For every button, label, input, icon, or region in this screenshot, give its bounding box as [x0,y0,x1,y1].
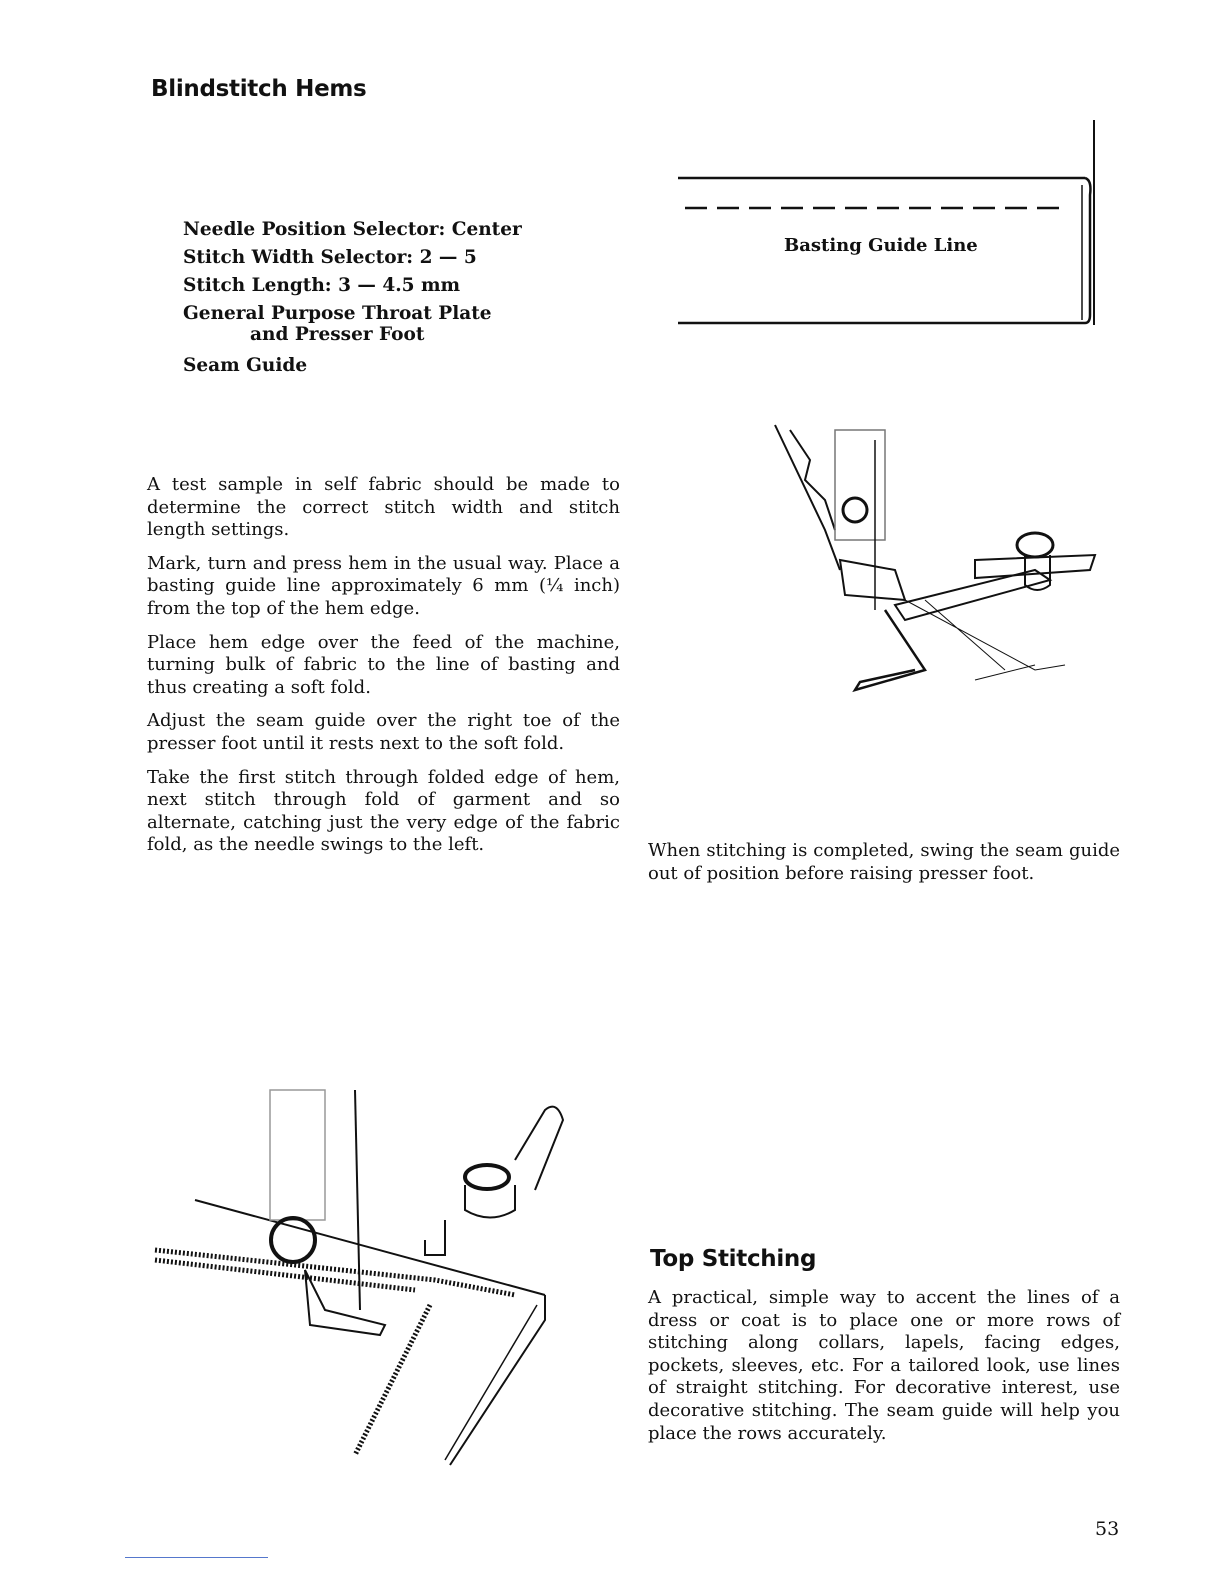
setting-seam-guide: Seam Guide [183,355,308,376]
basting-guide-label: Basting Guide Line [784,235,978,256]
paragraph: Place hem edge over the feed of the machine, turning bulk of fabric to the line of basting and thus creating a soft fold. [147,631,620,698]
completion-note: When stitching is completed, swing the seam guide out of position before raising presser foot. [648,840,1120,884]
setting-stitch-length: Stitch Length: 3 — 4.5 mm [183,275,461,296]
seam-guide-illustration [765,420,1105,710]
top-stitching-text: A practical, simple way to accent the lines of a dress or coat is to place one or more rows of stitching along collars, lapels, facing edges, pockets, sleeves, etc. For a tailored look, use lines of straight stitching. For decorative interest, use decorative stitching. The seam guide will help you place the rows accurately. [648,1287,1120,1444]
setting-presser-foot: and Presser Foot [250,324,425,345]
setting-needle-position: Needle Position Selector: Center [183,219,522,240]
hem-diagram [670,115,1110,340]
page-number: 53 [1095,1518,1120,1540]
settings-list [183,216,522,380]
divider [125,1557,268,1558]
instructions [147,474,620,868]
setting-throat-plate: General Purpose Throat Plate [183,303,492,324]
paragraph: Adjust the seam guide over the right toe of the presser foot until it rests next to the soft fold. [147,710,620,754]
page-title: Blindstitch Hems [151,76,367,102]
paragraph: A test sample in self fabric should be made to determine the correct stitch width and stitch length settings. [147,474,620,541]
section-heading-top-stitching: Top Stitching [650,1246,817,1272]
setting-stitch-width: Stitch Width Selector: 2 — 5 [183,247,477,268]
paragraph: Mark, turn and press hem in the usual way. Place a basting guide line approximately 6 mm (¼ inch) from the top of the hem edge. [147,552,620,619]
paragraph: Take the first stitch through folded edge of hem, next stitch through fold of garment and so alternate, catching just the very edge of the fabric fold, as the needle swings to the left. [147,766,620,856]
top-stitching-illustration [145,1080,575,1470]
